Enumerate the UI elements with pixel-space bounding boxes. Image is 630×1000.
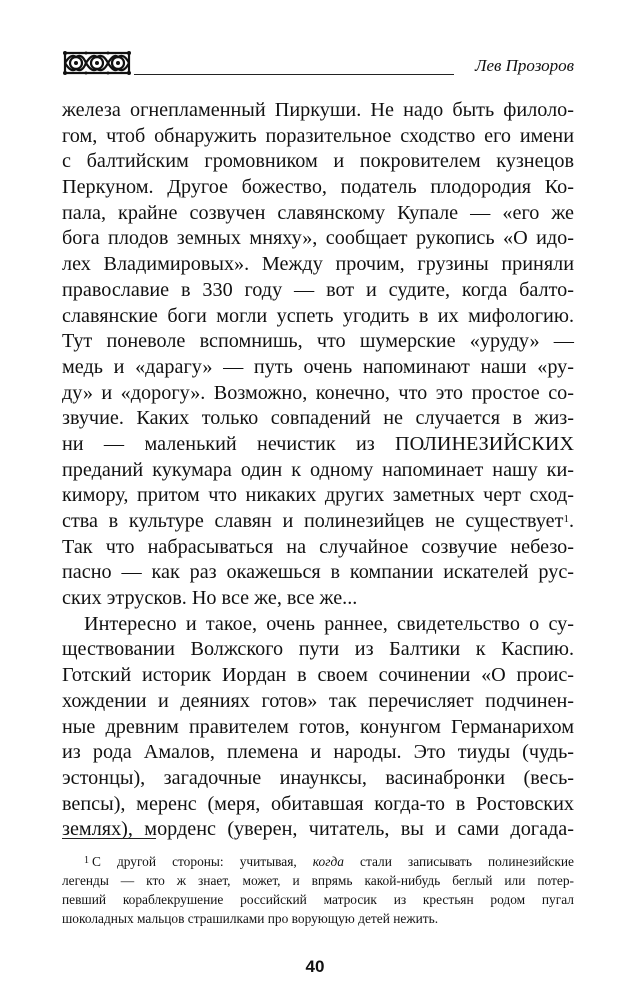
footnote-number: 1 xyxy=(84,855,89,866)
text-line: лех Владимировых». Между прочим, грузины приняли xyxy=(62,253,574,276)
text-line: ные древним правителем готов, конунгом Германарихом xyxy=(62,715,574,738)
text-line: из рода Амалов, племена и народы. Это тиуды (чудь- xyxy=(62,741,574,764)
text-line: медь и «дарагу» — путь очень напоминают наши «ру- xyxy=(62,355,574,378)
running-header xyxy=(62,50,574,80)
text-line: кимору, притом что никаких других заметных черт сход- xyxy=(62,484,574,507)
header-author: Лев Прозоров xyxy=(474,56,574,75)
footnote-text: С другой стороны: учитывая, xyxy=(92,854,297,869)
text-line: ду» и «дорогу». Возможно, конечно, что это простое со- xyxy=(62,381,574,404)
footnote-text: стали записывать полинезийские xyxy=(360,854,574,869)
text-line: землях), морденс (уверен, читатель, вы и сами догада- xyxy=(62,818,574,841)
footnote-line: шоколадных мальцов страшилками про ворующую детей нежить. xyxy=(62,911,439,926)
text-line: гом, чтоб обнаружить поразительное сходство его имени xyxy=(62,124,574,147)
text-line: хождении и деяниях готов» так перечисляет подчинен- xyxy=(62,689,574,712)
footnote xyxy=(62,852,574,928)
text-line: железа огнепламенный Пиркуши. Не надо быть филоло- xyxy=(62,99,574,121)
footnote-separator xyxy=(62,838,156,839)
text-line: православие в 330 году — вот и судите, когда балто- xyxy=(62,278,574,301)
page-number: 40 xyxy=(305,957,325,976)
footnote-reference[interactable]: 1 xyxy=(563,513,569,525)
text-line: славянские боги могли успеть угодить в их мифологию. xyxy=(62,304,574,327)
text-line: Готский историк Иордан в своем сочинении «О проис- xyxy=(62,664,574,687)
text-line: Интересно и такое, очень раннее, свидетельство о су- xyxy=(84,612,574,635)
text-line-with-footnote xyxy=(62,509,574,535)
text-line: Так что набрасываться на случайное созвучие небезо- xyxy=(62,535,574,558)
footnote-line: легенды — кто ж знает, может, и впрямь какой-нибудь беглый или потер- xyxy=(62,873,574,888)
header-rule xyxy=(134,74,454,75)
period: . xyxy=(568,510,574,532)
footnote-line: певший кораблекрушение российский матросик из крестьян родом пугал xyxy=(62,892,574,907)
text-line: с балтийским громовником и покровителем кузнецов xyxy=(62,150,574,173)
text-line: звучие. Каких только совпадений не случается в жиз- xyxy=(62,407,574,430)
body-text xyxy=(62,98,574,843)
lace-ornament-icon xyxy=(62,50,132,76)
footnote-italic-word: когда xyxy=(312,854,344,869)
text-line: преданий кукумара один к одному напоминает нашу ки- xyxy=(62,458,574,481)
text-line: ских этрусков. Но все же, все же... xyxy=(62,587,358,610)
text-line: Тут поневоле вспомнишь, что шумерские «уруду» — xyxy=(62,330,574,353)
text-line: Перкуном. Другое божество, податель плодородия Ко- xyxy=(62,176,574,199)
text-line: пала, крайне созвучен славянскому Купале — «его же xyxy=(62,201,574,224)
text-line-content: ства в культуре славян и полинезийцев не существует xyxy=(62,510,564,532)
text-line: ществовании Волжского пути из Балтики к Каспию. xyxy=(62,638,574,661)
text-line: вепсы), меренс (меря, обитавшая когда-то в Ростовских xyxy=(62,792,574,815)
text-line: бога плодов земных мняху», сообщает рукопись «О идо- xyxy=(62,227,574,250)
text-line: пасно — как раз окажешься в компании искателей рус- xyxy=(62,561,574,584)
footnote-line xyxy=(62,852,574,871)
text-line: эстонцы), загадочные инаунксы, васинабронки (весь- xyxy=(62,766,574,789)
text-line: ни — маленький нечистик из ПОЛИНЕЗИЙСКИХ xyxy=(62,432,574,455)
